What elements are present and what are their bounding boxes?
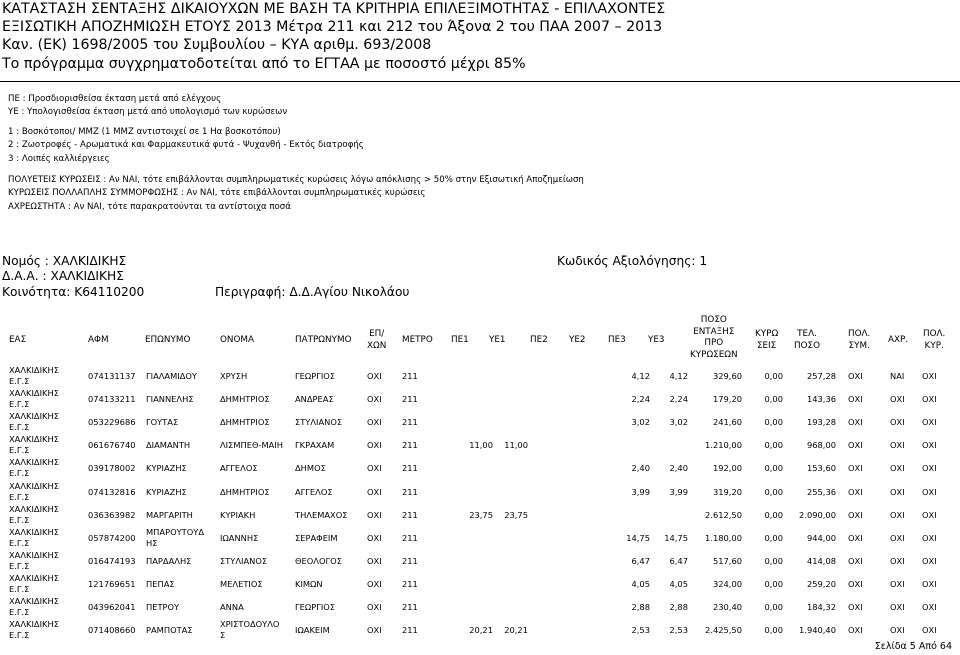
cell-afm: 057874200 <box>88 532 136 543</box>
cell-patronymo: ΤΗΛΕΜΑΧΟΣ <box>295 509 348 520</box>
table-row <box>0 411 960 434</box>
cell-ye3: 4,05 <box>669 578 688 589</box>
cell-poso-entaxis: 2.425,50 <box>705 625 742 636</box>
cell-patronymo: ΣΤΥΛΙΑΝΟΣ <box>295 417 343 428</box>
legend-category-2: 2 : Ζωοτροφές - Αρωματικά και Φαρμακευτικά φυτά - Ψυχανθή - Εκτός διατροφής <box>8 140 364 151</box>
cell-ep: ΟΧΙ <box>367 463 382 474</box>
col-pe1: ΠΕ1 <box>451 335 469 345</box>
cell-eponymo: ΓΙΑΝΝΕΛΗΣ <box>146 394 194 405</box>
cell-eas: ΧΑΛΚΙΔΙΚΗΣ Ε.Γ.Σ <box>9 572 59 594</box>
cell-ep: ΟΧΙ <box>367 486 382 497</box>
cell-onoma: ΔΗΜΗΤΡΙΟΣ <box>220 417 270 428</box>
cell-eponymo: ΚΥΡΙΑΖΗΣ <box>146 463 187 474</box>
cell-afm: 074131137 <box>88 371 136 381</box>
cell-tel-poso: 143,36 <box>806 394 836 405</box>
cell-pol-kyr: ΟΧΙ <box>922 625 937 636</box>
cell-pe1: 11,00 <box>469 440 493 451</box>
cell-pe3: 4,12 <box>631 371 650 381</box>
cell-ep: ΟΧΙ <box>367 394 382 405</box>
header-divider <box>0 81 960 82</box>
cell-afm: 016474193 <box>88 555 136 566</box>
cell-metro: 211 <box>402 371 418 381</box>
col-pol-kyr: ΠΟΛ. ΚΥΡ. <box>923 329 946 351</box>
col-tel-poso: ΤΕΛ. ΠΟΣΟ <box>794 329 821 351</box>
cell-poso-entaxis: 1.180,00 <box>705 532 742 543</box>
nomos-label: Νομός : ΧΑΛΚΙΔΙΚΗΣ <box>2 254 127 268</box>
col-ep: ΕΠ/ ΧΩΝ <box>367 329 387 351</box>
cell-axr: ΟΧΙ <box>890 440 905 451</box>
cell-eponymo: ΔΙΑΜΑΝΤΗ <box>146 440 191 451</box>
cell-kyroseis: 0,00 <box>764 417 783 428</box>
cell-tel-poso: 257,28 <box>806 371 836 381</box>
cell-pe3: 2,24 <box>631 394 650 405</box>
cell-ye3: 6,47 <box>669 555 688 566</box>
col-metro: ΜΕΤΡΟ <box>402 335 433 345</box>
cell-afm: 053229686 <box>88 417 136 428</box>
col-afm: ΑΦΜ <box>88 335 109 345</box>
cell-kyroseis: 0,00 <box>764 578 783 589</box>
cell-tel-poso: 1.940,40 <box>799 625 836 636</box>
table-row <box>0 573 960 596</box>
cell-pe3: 6,47 <box>631 555 650 566</box>
legend-notes <box>8 174 584 214</box>
table-row <box>0 481 960 504</box>
cell-metro: 211 <box>402 440 418 451</box>
legend-category-1: 1 : Βοσκότοποι/ ΜΜΖ (1 ΜΜΖ αντιστοιχεί σε 1 Ηα βοσκοτόπου) <box>8 127 281 137</box>
cell-afm: 071408660 <box>88 625 136 636</box>
col-ye3: ΥΕ3 <box>648 335 665 345</box>
cell-axr: ΟΧΙ <box>890 602 905 612</box>
cell-kyroseis: 0,00 <box>764 440 783 451</box>
cell-poso-entaxis: 192,00 <box>712 463 742 474</box>
cell-kyroseis: 0,00 <box>764 509 783 520</box>
cell-eas: ΧΑΛΚΙΔΙΚΗΣ Ε.Γ.Σ <box>9 434 59 456</box>
cell-onoma: ΚΥΡΙΑΚΗ <box>220 509 256 520</box>
cell-eponymo: ΓΙΑΛΑΜΙΔΟΥ <box>146 371 197 381</box>
cell-afm: 121769651 <box>88 578 136 589</box>
cell-axr: ΟΧΙ <box>890 578 905 589</box>
cell-eas: ΧΑΛΚΙΔΙΚΗΣ Ε.Γ.Σ <box>9 619 59 641</box>
cell-eponymo: ΠΕΠΑΣ <box>146 578 175 589</box>
koinotita-label: Κοινότητα: Κ64110200 <box>2 285 145 299</box>
cell-eas: ΧΑΛΚΙΔΙΚΗΣ Ε.Γ.Σ <box>9 365 59 386</box>
cell-tel-poso: 968,00 <box>806 440 836 451</box>
cell-tel-poso: 255,36 <box>806 486 836 497</box>
cell-ep: ΟΧΙ <box>367 578 382 589</box>
cell-pol-kyr: ΟΧΙ <box>922 417 937 428</box>
cell-eponymo: ΡΑΜΠΟΤΑΣ <box>146 625 193 636</box>
table-row <box>0 434 960 457</box>
cell-pol-kyr: ΟΧΙ <box>922 578 937 589</box>
cell-pol-sym: ΟΧΙ <box>848 440 863 451</box>
cell-axr: ΟΧΙ <box>890 417 905 428</box>
cell-eas: ΧΑΛΚΙΔΙΚΗΣ Ε.Γ.Σ <box>9 388 59 410</box>
cell-ep: ΟΧΙ <box>367 532 382 543</box>
cell-tel-poso: 184,32 <box>806 602 836 612</box>
header-line-2: ΕΞΙΣΩΤΙΚΗ ΑΠΟΖΗΜΙΩΣΗ ΕΤΟΥΣ 2013 Μέτρα 211 και 212 του Άξονα 2 του ΠΑΑ 2007 – 2013 <box>2 19 663 36</box>
table-row <box>0 619 960 642</box>
cell-tel-poso: 259,20 <box>806 578 836 589</box>
cell-metro: 211 <box>402 532 418 543</box>
table-row <box>0 550 960 573</box>
legend-ye: ΥΕ : Υπολογισθείσα έκταση μετά από υπολογισμό των κυρώσεων <box>8 107 288 118</box>
cell-eponymo: ΓΟΥΤΑΣ <box>146 417 179 428</box>
cell-metro: 211 <box>402 394 418 405</box>
legend-categories <box>8 126 364 166</box>
cell-tel-poso: 2.090,00 <box>799 509 836 520</box>
cell-eponymo: ΠΕΤΡΟΥ <box>146 602 180 612</box>
cell-poso-entaxis: 329,60 <box>712 371 742 381</box>
cell-poso-entaxis: 517,60 <box>712 555 742 566</box>
cell-ye3: 3,02 <box>669 417 688 428</box>
cell-pe3: 14,75 <box>626 532 650 543</box>
cell-pol-kyr: ΟΧΙ <box>922 486 937 497</box>
table-row <box>0 527 960 550</box>
cell-pol-sym: ΟΧΙ <box>848 486 863 497</box>
cell-afm: 074132816 <box>88 486 136 497</box>
cell-tel-poso: 944,00 <box>806 532 836 543</box>
col-onoma: ΟΝΟΜΑ <box>220 335 255 345</box>
cell-afm: 043962041 <box>88 602 136 612</box>
cell-onoma: ΧΡΙΣΤΟΔΟΥΛΟ Σ <box>220 619 280 641</box>
cell-kyroseis: 0,00 <box>764 463 783 474</box>
col-axr: ΑΧΡ. <box>888 335 909 345</box>
cell-kyroseis: 0,00 <box>764 486 783 497</box>
cell-ye3: 3,99 <box>669 486 688 497</box>
cell-axr: ΟΧΙ <box>890 625 905 636</box>
cell-ye3: 4,12 <box>669 371 688 381</box>
col-eas: ΕΑΣ <box>9 335 27 345</box>
header-line-3: Καν. (ΕΚ) 1698/2005 του Συμβουλίου – ΚΥΑ αριθμ. 693/2008 <box>2 37 432 54</box>
cell-patronymo: ΔΗΜΟΣ <box>295 463 326 474</box>
legend-pe: ΠΕ : Προσδιορισθείσα έκταση μετά από ελέγχους <box>8 94 222 104</box>
cell-patronymo: ΚΙΜΩΝ <box>295 578 323 589</box>
cell-ep: ΟΧΙ <box>367 555 382 566</box>
cell-pe3: 3,99 <box>631 486 650 497</box>
cell-ye3: 2,88 <box>669 602 688 612</box>
cell-patronymo: ΓΕΩΡΓΙΟΣ <box>295 602 336 612</box>
cell-metro: 211 <box>402 555 418 566</box>
col-poso-entaxis: ΠΟΣΟ ΕΝΤΑΞΗΣ ΠΡΟ ΚΥΡΩΣΕΩΝ <box>690 315 738 360</box>
cell-poso-entaxis: 324,00 <box>712 578 742 589</box>
evaluation-code: Κωδικός Αξιολόγησης: 1 <box>557 254 708 268</box>
cell-ye3: 2,24 <box>669 394 688 405</box>
cell-pol-kyr: ΟΧΙ <box>922 394 937 405</box>
cell-kyroseis: 0,00 <box>764 602 783 612</box>
cell-pol-sym: ΟΧΙ <box>848 509 863 520</box>
cell-eponymo: ΚΥΡΙΑΖΗΣ <box>146 486 187 497</box>
cell-axr: ΟΧΙ <box>890 509 905 520</box>
col-patronymo: ΠΑΤΡΩΝΥΜΟ <box>295 335 352 345</box>
cell-poso-entaxis: 241,60 <box>712 417 742 428</box>
cell-onoma: ΧΡΥΣΗ <box>220 371 248 381</box>
cell-onoma: ΛΙΣΜΠΕΘ-ΜΑΙΗ <box>220 440 284 451</box>
cell-ye1: 11,00 <box>504 440 528 451</box>
cell-afm: 039178002 <box>88 463 136 474</box>
cell-pol-sym: ΟΧΙ <box>848 463 863 474</box>
cell-poso-entaxis: 179,20 <box>712 394 742 405</box>
cell-patronymo: ΓΚΡΑΧΑΜ <box>295 440 335 451</box>
cell-ye1: 23,75 <box>504 509 528 520</box>
col-pol-sym: ΠΟΛ. ΣΥΜ. <box>848 329 871 351</box>
cell-ep: ΟΧΙ <box>367 440 382 451</box>
cell-pol-kyr: ΟΧΙ <box>922 532 937 543</box>
legend-note-polyeteis: ΠΟΛΥΕΤΕΙΣ ΚΥΡΩΣΕΙΣ : Αν ΝΑΙ, τότε επιβάλλονται συμπληρωματικές κυρώσεις λόγω απόκλισης > 50% στην Εξισωτική Αποζημείωση <box>8 175 584 185</box>
cell-metro: 211 <box>402 463 418 474</box>
cell-pol-sym: ΟΧΙ <box>848 371 863 381</box>
cell-pe1: 23,75 <box>469 509 493 520</box>
cell-metro: 211 <box>402 509 418 520</box>
daa-label: Δ.Α.Α. : ΧΑΛΚΙΔΙΚΗΣ <box>2 269 124 283</box>
col-pe2: ΠΕ2 <box>530 335 548 345</box>
cell-axr: ΟΧΙ <box>890 463 905 474</box>
table-row <box>0 504 960 527</box>
col-ye2: ΥΕ2 <box>569 335 586 345</box>
header-line-1: ΚΑΤΑΣΤΑΣΗ ΣΕΝΤΑΞΗΣ ΔΙΚΑΙΟΥΧΩΝ ΜΕ ΒΑΣΗ ΤΑ ΚΡΙΤΗΡΙΑ ΕΠΙΛΕΞΙΜΟΤΗΤΑΣ - ΕΠΙΛΑΧΟΝΤΕΣ <box>2 1 666 17</box>
cell-ep: ΟΧΙ <box>367 625 382 636</box>
table-row <box>0 457 960 480</box>
cell-ep: ΟΧΙ <box>367 417 382 428</box>
cell-ye1: 20,21 <box>504 625 528 636</box>
table-row <box>0 365 960 388</box>
cell-eas: ΧΑΛΚΙΔΙΚΗΣ Ε.Γ.Σ <box>9 549 59 571</box>
cell-onoma: ΙΩΑΝΝΗΣ <box>220 532 259 543</box>
cell-pol-sym: ΟΧΙ <box>848 532 863 543</box>
cell-poso-entaxis: 319,20 <box>712 486 742 497</box>
cell-ye3: 2,40 <box>669 463 688 474</box>
cell-pol-kyr: ΟΧΙ <box>922 555 937 566</box>
cell-pe3: 2,40 <box>631 463 650 474</box>
cell-onoma: ΑΝΝΑ <box>220 602 244 612</box>
header-line-4: Το πρόγραμμα συγχρηματοδοτείται από το ΕΓΤΑΑ με ποσοστό μέχρι 85% <box>2 55 526 72</box>
legend-note-pollaplis: ΚΥΡΩΣΕΙΣ ΠΟΛΛΑΠΛΗΣ ΣΥΜΜΟΡΦΩΣΗΣ : Αν ΝΑΙ, τότε επιβάλλονται συμπληρωματικές κυρώσεις <box>8 188 426 199</box>
cell-axr: ΟΧΙ <box>890 486 905 497</box>
col-ye1: ΥΕ1 <box>489 335 506 345</box>
cell-afm: 036363982 <box>88 509 136 520</box>
cell-ep: ΟΧΙ <box>367 371 382 381</box>
cell-metro: 211 <box>402 417 418 428</box>
cell-eponymo: ΜΠΑΡΟΥΤΟΥΔ ΗΣ <box>146 526 205 548</box>
legend-note-axreostita: ΑΧΡΕΩΣΤΗΤΑ : Αν ΝΑΙ, τότε παρακρατούνται τα αντίστοιχα ποσά <box>8 201 291 212</box>
cell-poso-entaxis: 1.210,00 <box>705 440 742 451</box>
cell-ep: ΟΧΙ <box>367 602 382 612</box>
cell-axr: ΝΑΙ <box>890 371 905 381</box>
col-pe3: ΠΕ3 <box>608 335 626 345</box>
cell-patronymo: ΙΩΑΚΕΙΜ <box>295 625 330 636</box>
cell-patronymo: ΣΕΡΑΦΕΙΜ <box>295 532 338 543</box>
cell-onoma: ΔΗΜΗΤΡΙΟΣ <box>220 394 270 405</box>
table-row <box>0 388 960 411</box>
cell-pol-kyr: ΟΧΙ <box>922 371 937 381</box>
cell-patronymo: ΑΝΔΡΕΑΣ <box>295 394 334 405</box>
cell-ep: ΟΧΙ <box>367 509 382 520</box>
legend-definitions <box>8 93 287 120</box>
cell-pol-sym: ΟΧΙ <box>848 578 863 589</box>
cell-afm: 074133211 <box>88 394 136 405</box>
col-eponymo: ΕΠΩΝΥΜΟ <box>145 335 191 345</box>
cell-patronymo: ΘΕΟΛΟΓΟΣ <box>295 555 342 566</box>
cell-pol-sym: ΟΧΙ <box>848 394 863 405</box>
cell-metro: 211 <box>402 578 418 589</box>
page-number: Σελίδα 5 Από 64 <box>874 641 952 652</box>
cell-eas: ΧΑΛΚΙΔΙΚΗΣ Ε.Γ.Σ <box>9 411 59 433</box>
cell-pe3: 2,88 <box>631 602 650 612</box>
document-header <box>2 0 665 73</box>
cell-onoma: ΜΕΛΕΤΙΟΣ <box>220 578 263 589</box>
cell-pol-kyr: ΟΧΙ <box>922 509 937 520</box>
table-row <box>0 596 960 619</box>
cell-eas: ΧΑΛΚΙΔΙΚΗΣ Ε.Γ.Σ <box>9 457 59 479</box>
cell-onoma: ΑΓΓΕΛΟΣ <box>220 463 258 474</box>
cell-kyroseis: 0,00 <box>764 394 783 405</box>
cell-pol-kyr: ΟΧΙ <box>922 463 937 474</box>
cell-pol-kyr: ΟΧΙ <box>922 440 937 451</box>
cell-ye3: 2,53 <box>669 625 688 636</box>
cell-kyroseis: 0,00 <box>764 371 783 381</box>
legend-category-3: 3 : Λοιπές καλλιέργειες <box>8 153 110 164</box>
cell-kyroseis: 0,00 <box>764 625 783 636</box>
cell-poso-entaxis: 230,40 <box>712 602 742 612</box>
cell-eponymo: ΠΑΡΔΑΛΗΣ <box>146 555 192 566</box>
cell-afm: 061676740 <box>88 440 136 451</box>
cell-kyroseis: 0,00 <box>764 555 783 566</box>
cell-pol-sym: ΟΧΙ <box>848 555 863 566</box>
cell-pol-kyr: ΟΧΙ <box>922 602 937 612</box>
cell-pe3: 4,05 <box>631 578 650 589</box>
cell-eas: ΧΑΛΚΙΔΙΚΗΣ Ε.Γ.Σ <box>9 596 59 617</box>
cell-eas: ΧΑΛΚΙΔΙΚΗΣ Ε.Γ.Σ <box>9 526 59 548</box>
cell-eas: ΧΑΛΚΙΔΙΚΗΣ Ε.Γ.Σ <box>9 480 59 502</box>
col-kyroseis: ΚΥΡΩ ΣΕΙΣ <box>755 329 779 351</box>
cell-eas: ΧΑΛΚΙΔΙΚΗΣ Ε.Γ.Σ <box>9 503 59 525</box>
cell-metro: 211 <box>402 625 418 636</box>
perigrafi-label: Περιγραφή: Δ.Δ.Αγίου Νικολάου <box>215 285 410 299</box>
cell-pe3: 2,53 <box>631 625 650 636</box>
cell-pe1: 20,21 <box>469 625 493 636</box>
cell-pol-sym: ΟΧΙ <box>848 625 863 636</box>
cell-metro: 211 <box>402 486 418 497</box>
cell-pe3: 3,02 <box>631 417 650 428</box>
cell-tel-poso: 193,28 <box>806 417 836 428</box>
cell-kyroseis: 0,00 <box>764 532 783 543</box>
cell-tel-poso: 414,08 <box>806 555 836 566</box>
cell-ye3: 14,75 <box>664 532 688 543</box>
cell-pol-sym: ΟΧΙ <box>848 417 863 428</box>
cell-patronymo: ΑΓΓΕΛΟΣ <box>295 486 333 497</box>
cell-onoma: ΔΗΜΗΤΡΙΟΣ <box>220 486 270 497</box>
cell-axr: ΟΧΙ <box>890 555 905 566</box>
cell-tel-poso: 153,60 <box>806 463 836 474</box>
cell-poso-entaxis: 2.612,50 <box>705 509 742 520</box>
cell-onoma: ΣΤΥΛΙΑΝΟΣ <box>220 555 268 566</box>
cell-metro: 211 <box>402 602 418 612</box>
cell-patronymo: ΓΕΩΡΓΙΟΣ <box>295 371 336 381</box>
cell-eponymo: ΜΑΡΓΑΡΙΤΗ <box>146 509 193 520</box>
cell-axr: ΟΧΙ <box>890 394 905 405</box>
cell-axr: ΟΧΙ <box>890 532 905 543</box>
cell-pol-sym: ΟΧΙ <box>848 602 863 612</box>
